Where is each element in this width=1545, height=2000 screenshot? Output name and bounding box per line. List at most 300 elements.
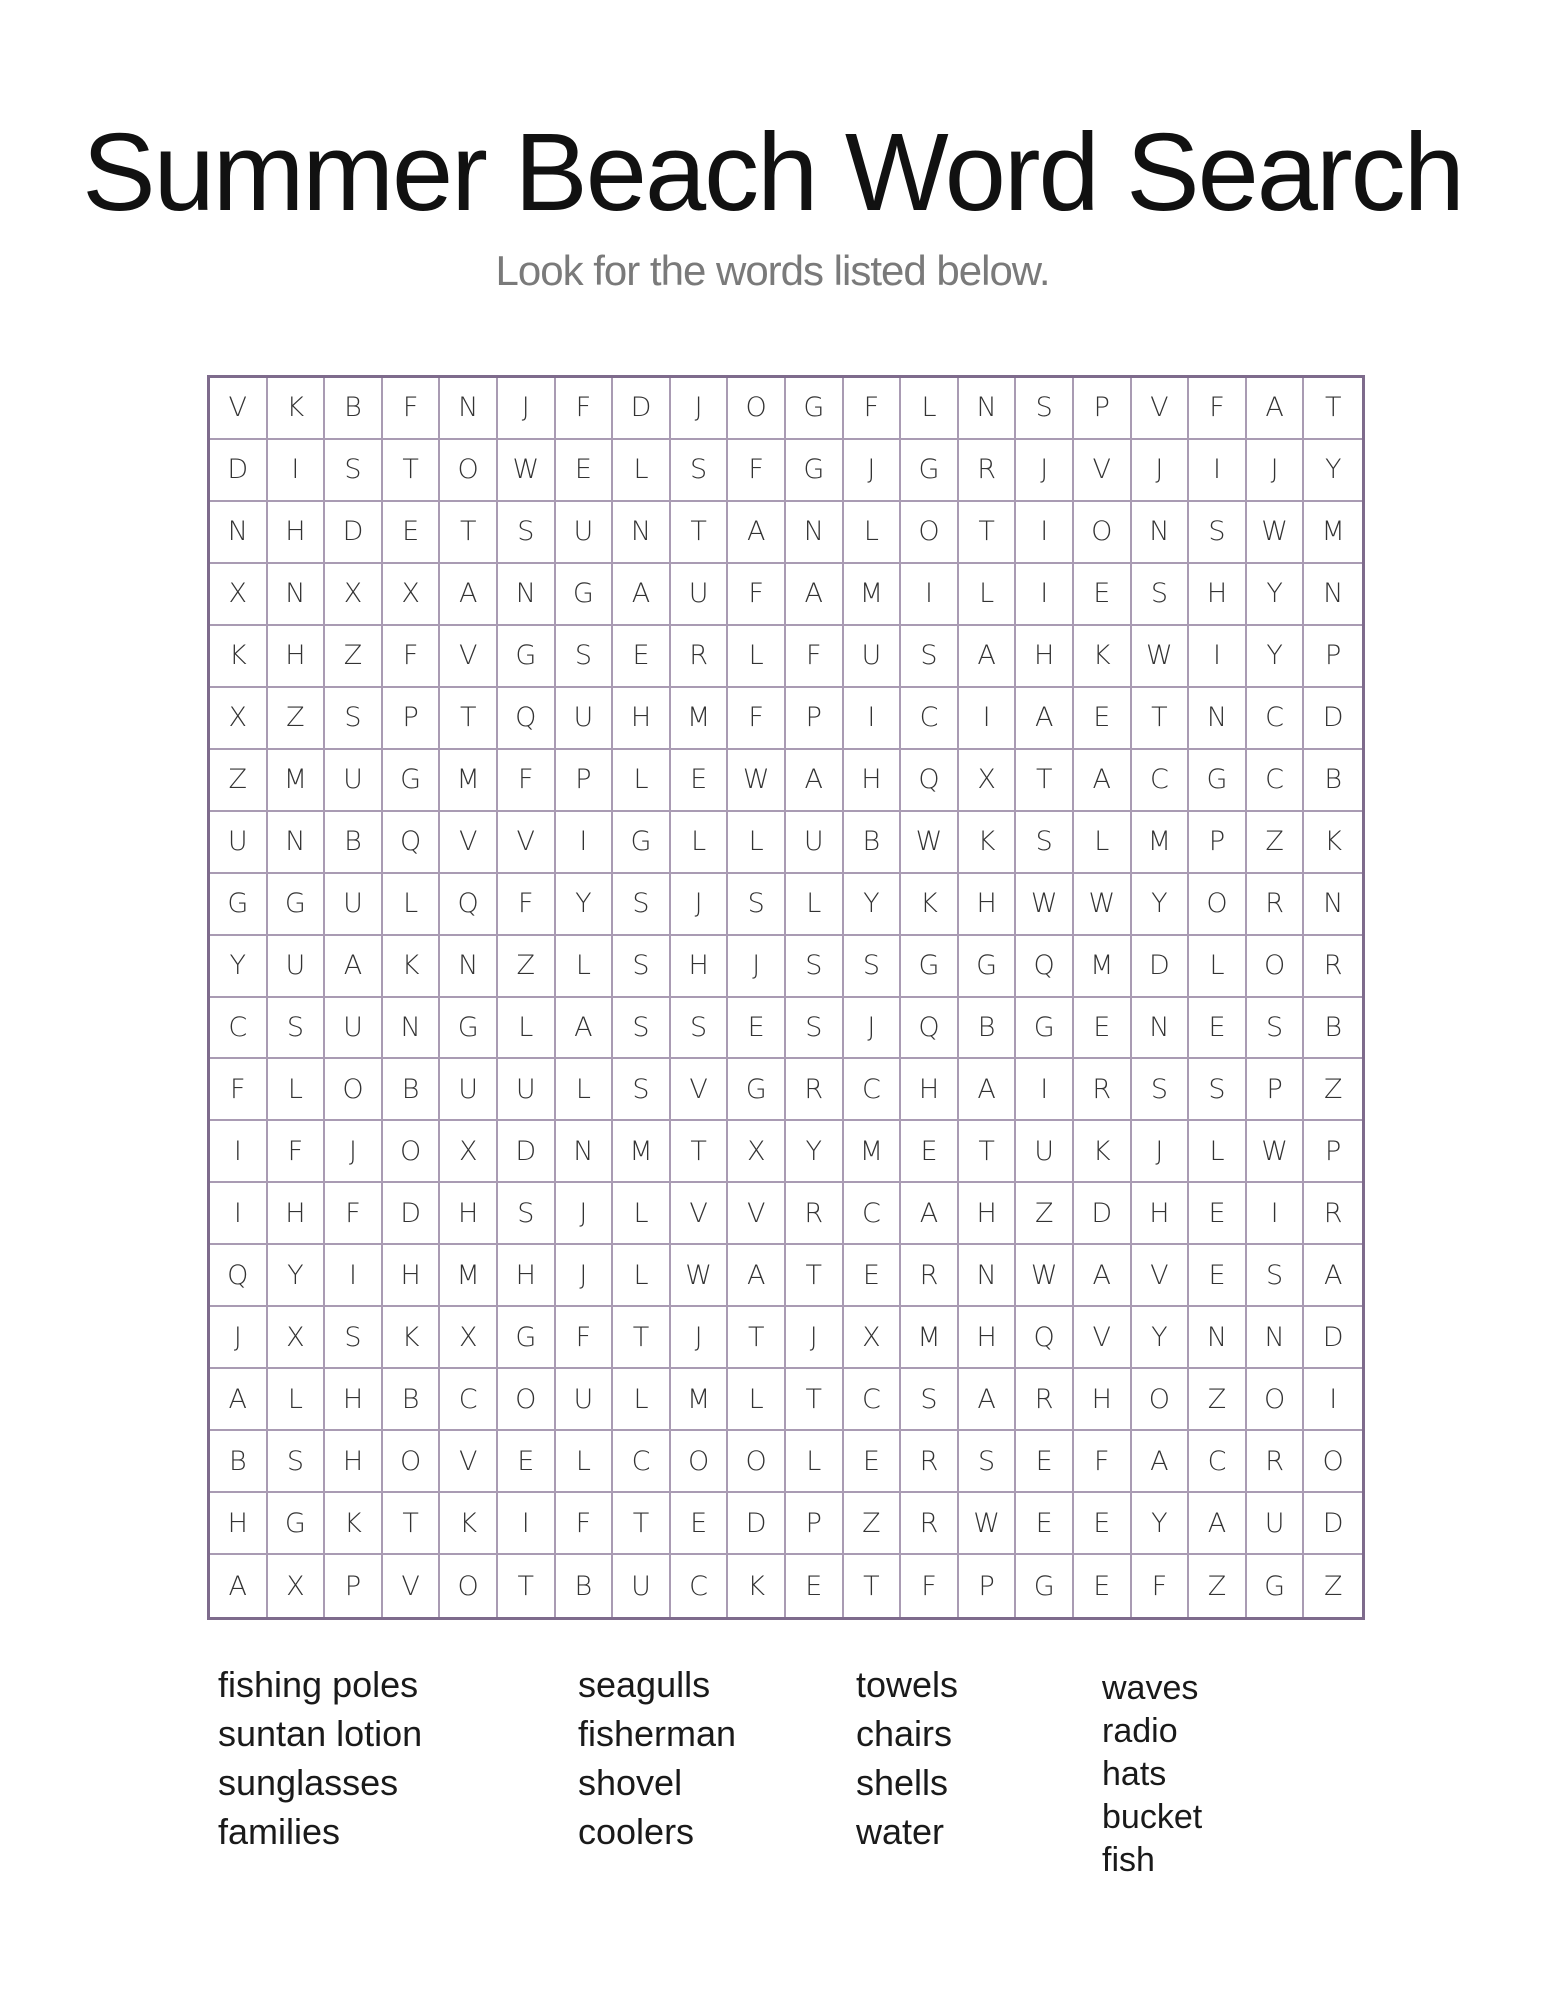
grid-letter: K — [901, 874, 959, 936]
grid-letter: L — [613, 1245, 671, 1307]
grid-letter: X — [268, 1555, 326, 1617]
grid-letter: C — [210, 998, 268, 1060]
grid-letter: F — [556, 1493, 614, 1555]
grid-letter: R — [786, 1183, 844, 1245]
grid-letter: P — [959, 1555, 1017, 1617]
grid-letter: N — [268, 812, 326, 874]
grid-letter: Z — [844, 1493, 902, 1555]
grid-letter: C — [613, 1431, 671, 1493]
grid-letter: T — [498, 1555, 556, 1617]
grid-letter: K — [210, 626, 268, 688]
grid-letter: J — [210, 1307, 268, 1369]
grid-letter: A — [728, 1245, 786, 1307]
grid-letter: U — [556, 1369, 614, 1431]
word-list-item: sunglasses — [218, 1762, 399, 1803]
grid-letter: E — [1016, 1493, 1074, 1555]
grid-letter: L — [613, 440, 671, 502]
grid-letter: L — [728, 812, 786, 874]
grid-letter: G — [440, 998, 498, 1060]
grid-letter: R — [1304, 1183, 1362, 1245]
grid-letter: K — [325, 1493, 383, 1555]
grid-letter: P — [556, 750, 614, 812]
grid-letter: Z — [268, 688, 326, 750]
grid-letter: T — [1132, 688, 1190, 750]
grid-letter: S — [1132, 1059, 1190, 1121]
grid-letter: N — [268, 564, 326, 626]
grid-letter: T — [383, 440, 441, 502]
grid-letter: C — [901, 688, 959, 750]
grid-letter: S — [671, 440, 729, 502]
grid-letter: J — [1016, 440, 1074, 502]
grid-letter: R — [959, 440, 1017, 502]
grid-letter: O — [901, 502, 959, 564]
grid-letter: Z — [1016, 1183, 1074, 1245]
grid-letter: S — [1132, 564, 1190, 626]
grid-letter: E — [671, 1493, 729, 1555]
word-list-item: water — [856, 1811, 945, 1852]
grid-letter: L — [901, 378, 959, 440]
grid-letter: Y — [844, 874, 902, 936]
grid-letter: J — [671, 378, 729, 440]
grid-letter: V — [671, 1059, 729, 1121]
grid-letter: H — [959, 874, 1017, 936]
grid-letter: H — [1189, 564, 1247, 626]
grid-letter: T — [786, 1245, 844, 1307]
grid-letter: E — [1074, 998, 1132, 1060]
grid-letter: D — [1304, 1307, 1362, 1369]
grid-letter: C — [1189, 1431, 1247, 1493]
grid-letter: J — [1247, 440, 1305, 502]
grid-letter: Y — [786, 1121, 844, 1183]
grid-letter: T — [959, 1121, 1017, 1183]
grid-letter: I — [325, 1245, 383, 1307]
grid-letter: F — [901, 1555, 959, 1617]
grid-letter: S — [613, 1059, 671, 1121]
grid-letter: A — [1132, 1431, 1190, 1493]
grid-letter: K — [440, 1493, 498, 1555]
grid-letter: S — [1189, 1059, 1247, 1121]
grid-letter: J — [786, 1307, 844, 1369]
grid-letter: N — [1304, 874, 1362, 936]
grid-letter: J — [844, 440, 902, 502]
grid-letter: X — [325, 564, 383, 626]
grid-letter: A — [1074, 750, 1132, 812]
grid-letter: G — [1189, 750, 1247, 812]
grid-letter: U — [613, 1555, 671, 1617]
grid-letter: V — [728, 1183, 786, 1245]
word-list-item: fishing poles — [218, 1664, 419, 1705]
word-list-column-3 — [856, 1660, 958, 1856]
grid-letter: X — [383, 564, 441, 626]
grid-letter: A — [728, 502, 786, 564]
grid-letter: G — [498, 1307, 556, 1369]
grid-letter: W — [1247, 1121, 1305, 1183]
grid-letter: L — [844, 502, 902, 564]
grid-letter: S — [498, 1183, 556, 1245]
grid-letter: N — [498, 564, 556, 626]
grid-letter: K — [1074, 1121, 1132, 1183]
word-list-item: shells — [856, 1762, 949, 1803]
grid-letter: F — [1074, 1431, 1132, 1493]
grid-letter: L — [268, 1369, 326, 1431]
grid-letter: E — [844, 1245, 902, 1307]
grid-letter: C — [1132, 750, 1190, 812]
grid-letter: P — [1247, 1059, 1305, 1121]
grid-letter: J — [1132, 1121, 1190, 1183]
grid-letter: H — [325, 1369, 383, 1431]
grid-letter: E — [1074, 1555, 1132, 1617]
grid-letter: S — [728, 874, 786, 936]
grid-letter: I — [210, 1183, 268, 1245]
grid-letter: E — [1189, 998, 1247, 1060]
grid-letter: B — [959, 998, 1017, 1060]
grid-letter: G — [786, 378, 844, 440]
grid-letter: N — [440, 936, 498, 998]
grid-letter: E — [844, 1431, 902, 1493]
grid-letter: O — [1189, 874, 1247, 936]
grid-letter: N — [1132, 502, 1190, 564]
grid-letter: B — [1304, 750, 1362, 812]
grid-letter: Z — [1304, 1059, 1362, 1121]
grid-letter: R — [1247, 1431, 1305, 1493]
grid-letter: N — [383, 998, 441, 1060]
grid-letter: J — [325, 1121, 383, 1183]
grid-letter: D — [210, 440, 268, 502]
grid-letter: L — [786, 1431, 844, 1493]
grid-letter: A — [959, 626, 1017, 688]
page-title: Summer Beach Word Search — [82, 111, 1463, 234]
grid-letter: C — [844, 1369, 902, 1431]
word-list-item: waves — [1102, 1669, 1199, 1707]
grid-letter: O — [671, 1431, 729, 1493]
grid-letter: U — [671, 564, 729, 626]
grid-letter: X — [844, 1307, 902, 1369]
grid-letter: N — [959, 1245, 1017, 1307]
grid-letter: L — [613, 1369, 671, 1431]
grid-letter: H — [613, 688, 671, 750]
word-list-item: bucket — [1102, 1798, 1203, 1836]
grid-letter: W — [498, 440, 556, 502]
grid-letter: L — [959, 564, 1017, 626]
grid-letter: M — [844, 1121, 902, 1183]
grid-letter: R — [1247, 874, 1305, 936]
grid-letter: T — [613, 1307, 671, 1369]
grid-letter: F — [786, 626, 844, 688]
grid-letter: E — [1074, 1493, 1132, 1555]
word-list-item: hats — [1102, 1755, 1167, 1793]
grid-letter: A — [1304, 1245, 1362, 1307]
grid-letter: O — [440, 440, 498, 502]
grid-letter: H — [1132, 1183, 1190, 1245]
grid-letter: A — [440, 564, 498, 626]
grid-letter: N — [1247, 1307, 1305, 1369]
grid-letter: U — [844, 626, 902, 688]
word-list-column-2 — [578, 1660, 736, 1856]
grid-letter: P — [1189, 812, 1247, 874]
grid-letter: I — [959, 688, 1017, 750]
grid-letter: Q — [383, 812, 441, 874]
grid-letter: L — [1189, 936, 1247, 998]
grid-letter: L — [556, 1059, 614, 1121]
grid-letter: N — [556, 1121, 614, 1183]
grid-letter: H — [901, 1059, 959, 1121]
grid-letter: F — [498, 750, 556, 812]
grid-letter: A — [210, 1369, 268, 1431]
grid-letter: R — [901, 1431, 959, 1493]
grid-letter: S — [959, 1431, 1017, 1493]
grid-letter: T — [671, 502, 729, 564]
grid-letter: T — [383, 1493, 441, 1555]
grid-letter: R — [901, 1245, 959, 1307]
grid-letter: D — [1132, 936, 1190, 998]
grid-letter: W — [901, 812, 959, 874]
grid-letter: T — [671, 1121, 729, 1183]
grid-letter: B — [556, 1555, 614, 1617]
grid-letter: Q — [1016, 936, 1074, 998]
word-list-item: towels — [856, 1664, 959, 1705]
grid-letter: G — [959, 936, 1017, 998]
grid-letter: H — [959, 1307, 1017, 1369]
grid-letter: G — [786, 440, 844, 502]
grid-letter: I — [1247, 1183, 1305, 1245]
grid-letter: A — [1189, 1493, 1247, 1555]
grid-letter: X — [440, 1121, 498, 1183]
grid-letter: S — [268, 1431, 326, 1493]
grid-letter: J — [1132, 440, 1190, 502]
grid-letter: F — [728, 440, 786, 502]
grid-letter: R — [1016, 1369, 1074, 1431]
grid-letter: H — [959, 1183, 1017, 1245]
grid-letter: X — [440, 1307, 498, 1369]
grid-letter: F — [498, 874, 556, 936]
grid-letter: A — [325, 936, 383, 998]
grid-letter: M — [671, 688, 729, 750]
grid-letter: G — [728, 1059, 786, 1121]
word-list-item: chairs — [856, 1713, 953, 1754]
grid-letter: V — [383, 1555, 441, 1617]
grid-letter: E — [556, 440, 614, 502]
grid-letter: Q — [901, 998, 959, 1060]
grid-letter: F — [325, 1183, 383, 1245]
grid-letter: C — [671, 1555, 729, 1617]
grid-letter: M — [1132, 812, 1190, 874]
grid-letter: Y — [1132, 874, 1190, 936]
grid-letter: F — [383, 626, 441, 688]
grid-letter: L — [383, 874, 441, 936]
grid-letter: N — [1189, 688, 1247, 750]
grid-letter: B — [844, 812, 902, 874]
grid-letter: D — [1304, 1493, 1362, 1555]
grid-letter: V — [1132, 378, 1190, 440]
grid-letter: J — [671, 1307, 729, 1369]
grid-letter: G — [383, 750, 441, 812]
grid-letter: T — [786, 1369, 844, 1431]
grid-letter: F — [556, 1307, 614, 1369]
grid-letter: U — [325, 750, 383, 812]
grid-letter: V — [440, 626, 498, 688]
grid-letter: I — [1016, 1059, 1074, 1121]
grid-letter: S — [613, 998, 671, 1060]
grid-letter: O — [440, 1555, 498, 1617]
grid-letter: F — [844, 378, 902, 440]
page-subtitle: Look for the words listed below. — [495, 247, 1050, 294]
grid-letter: E — [1074, 688, 1132, 750]
grid-letter: K — [1074, 626, 1132, 688]
grid-letter: W — [1074, 874, 1132, 936]
grid-letter: A — [1016, 688, 1074, 750]
grid-letter: G — [556, 564, 614, 626]
grid-letter: Y — [1247, 564, 1305, 626]
grid-letter: S — [498, 502, 556, 564]
grid-letter: K — [383, 1307, 441, 1369]
grid-letter: J — [728, 936, 786, 998]
grid-letter: B — [1304, 998, 1362, 1060]
grid-letter: M — [1304, 502, 1362, 564]
grid-letter: H — [268, 502, 326, 564]
grid-letter: F — [210, 1059, 268, 1121]
grid-letter: G — [901, 936, 959, 998]
grid-letter: W — [1132, 626, 1190, 688]
grid-letter: W — [1016, 874, 1074, 936]
grid-letter: S — [325, 440, 383, 502]
grid-letter: N — [1304, 564, 1362, 626]
grid-letter: O — [1304, 1431, 1362, 1493]
grid-letter: K — [728, 1555, 786, 1617]
grid-letter: E — [1189, 1245, 1247, 1307]
grid-letter: S — [268, 998, 326, 1060]
grid-letter: X — [728, 1121, 786, 1183]
grid-letter: N — [786, 502, 844, 564]
grid-letter: M — [1074, 936, 1132, 998]
grid-letter: W — [959, 1493, 1017, 1555]
grid-letter: T — [844, 1555, 902, 1617]
word-list-item: shovel — [578, 1762, 683, 1803]
grid-letter: Z — [1247, 812, 1305, 874]
grid-letter: P — [786, 1493, 844, 1555]
grid-letter: H — [1074, 1369, 1132, 1431]
grid-letter: M — [440, 1245, 498, 1307]
grid-letter: A — [1247, 378, 1305, 440]
grid-letter: T — [440, 502, 498, 564]
grid-letter: T — [1016, 750, 1074, 812]
grid-letter: A — [1074, 1245, 1132, 1307]
grid-letter: T — [1304, 378, 1362, 440]
grid-letter: I — [1304, 1369, 1362, 1431]
grid-letter: S — [786, 998, 844, 1060]
grid-letter: C — [844, 1059, 902, 1121]
grid-letter: A — [556, 998, 614, 1060]
grid-letter: L — [671, 812, 729, 874]
grid-letter: M — [671, 1369, 729, 1431]
grid-letter: A — [901, 1183, 959, 1245]
word-list-item: suntan lotion — [218, 1713, 423, 1754]
grid-letter: U — [440, 1059, 498, 1121]
grid-letter: L — [613, 750, 671, 812]
grid-letter: L — [728, 626, 786, 688]
grid-letter: D — [728, 1493, 786, 1555]
grid-letter: A — [613, 564, 671, 626]
grid-letter: Y — [1247, 626, 1305, 688]
grid-letter: H — [498, 1245, 556, 1307]
grid-letter: H — [383, 1245, 441, 1307]
grid-letter: S — [1247, 998, 1305, 1060]
grid-letter: O — [383, 1431, 441, 1493]
grid-letter: N — [959, 378, 1017, 440]
grid-letter: B — [383, 1369, 441, 1431]
grid-letter: C — [844, 1183, 902, 1245]
grid-letter: S — [1189, 502, 1247, 564]
grid-letter: M — [844, 564, 902, 626]
grid-letter: V — [1132, 1245, 1190, 1307]
grid-letter: O — [728, 1431, 786, 1493]
grid-letter: F — [1132, 1555, 1190, 1617]
grid-letter: V — [440, 812, 498, 874]
grid-letter: L — [268, 1059, 326, 1121]
grid-letter: D — [1304, 688, 1362, 750]
grid-letter: Q — [1016, 1307, 1074, 1369]
word-list-item: families — [218, 1811, 341, 1852]
grid-letter: Q — [440, 874, 498, 936]
grid-letter: U — [498, 1059, 556, 1121]
grid-letter: H — [440, 1183, 498, 1245]
grid-letter: E — [728, 998, 786, 1060]
grid-letter: H — [844, 750, 902, 812]
grid-letter: I — [556, 812, 614, 874]
grid-letter: L — [613, 1183, 671, 1245]
grid-letter: F — [728, 688, 786, 750]
grid-letter: G — [498, 626, 556, 688]
word-list-item: seagulls — [578, 1664, 711, 1705]
grid-letter: I — [1189, 440, 1247, 502]
word-list-item: fisherman — [578, 1713, 737, 1754]
grid-letter: H — [1016, 626, 1074, 688]
grid-letter: J — [556, 1245, 614, 1307]
grid-letter: B — [325, 812, 383, 874]
grid-letter: L — [786, 874, 844, 936]
grid-letter: L — [498, 998, 556, 1060]
grid-letter: V — [210, 378, 268, 440]
grid-letter: J — [556, 1183, 614, 1245]
grid-letter: V — [440, 1431, 498, 1493]
grid-letter: Y — [1132, 1493, 1190, 1555]
grid-letter: S — [325, 1307, 383, 1369]
grid-letter: G — [1016, 1555, 1074, 1617]
grid-letter: F — [556, 378, 614, 440]
grid-letter: L — [1189, 1121, 1247, 1183]
grid-letter: E — [901, 1121, 959, 1183]
grid-letter: O — [1132, 1369, 1190, 1431]
grid-letter: H — [268, 1183, 326, 1245]
grid-letter: A — [210, 1555, 268, 1617]
grid-letter: U — [1247, 1493, 1305, 1555]
grid-letter: Z — [1189, 1555, 1247, 1617]
grid-letter: S — [901, 1369, 959, 1431]
grid-letter: O — [498, 1369, 556, 1431]
grid-letter: G — [1016, 998, 1074, 1060]
grid-letter: D — [383, 1183, 441, 1245]
grid-letter: T — [440, 688, 498, 750]
word-list-column-1 — [218, 1660, 422, 1856]
grid-letter: W — [1247, 502, 1305, 564]
grid-letter: H — [268, 626, 326, 688]
grid-letter: Q — [210, 1245, 268, 1307]
grid-letter: L — [1074, 812, 1132, 874]
grid-letter: G — [210, 874, 268, 936]
grid-letter: G — [268, 874, 326, 936]
grid-letter: S — [1016, 378, 1074, 440]
grid-letter: L — [556, 936, 614, 998]
grid-letter: D — [1074, 1183, 1132, 1245]
